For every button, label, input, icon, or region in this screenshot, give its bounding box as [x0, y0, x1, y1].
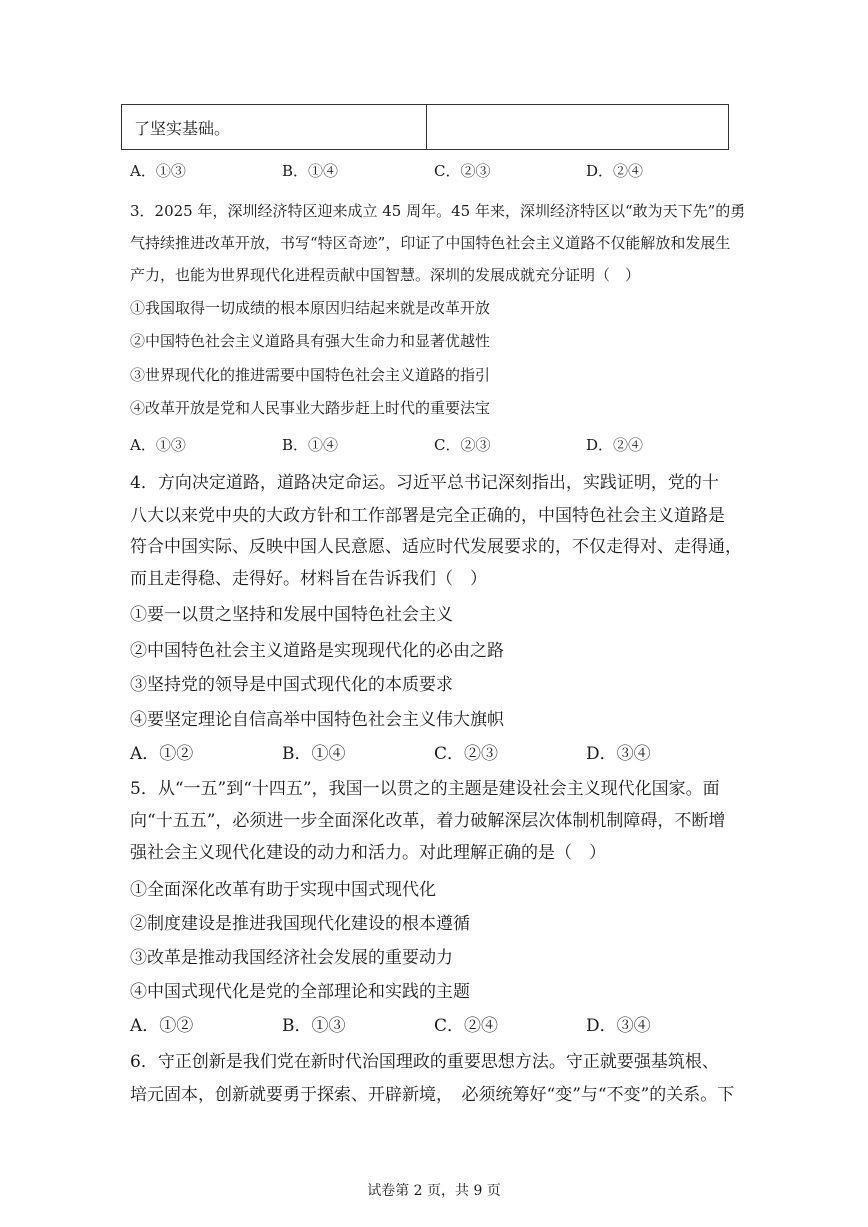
q3-stem-line: 3．2025 年，深圳经济特区迎来成立 45 周年。45 年来，深圳经济特区以“敢为天下先”的勇: [130, 202, 746, 220]
table-right-cell: [427, 105, 728, 149]
q5-stem-line: 强社会主义现代化建设的动力和活力。对此理解正确的是（ ）: [130, 843, 606, 863]
q5-option-c: C．②④: [434, 1016, 499, 1036]
q3-option-a: A．①③: [130, 436, 186, 454]
q5-stem-line: 5．从“一五”到“十四五”，我国一以贯之的主题是建设社会主义现代化国家。面: [130, 779, 720, 799]
q3-option-d: D．②④: [586, 436, 644, 454]
q4-stem-line: 八大以来党中央的大政方针和工作部署是完全正确的，中国特色社会主义道路是: [130, 506, 725, 526]
q4-stem-line: 符合中国实际、反映中国人民意愿、适应时代发展要求的，不仅走得对、走得通，: [130, 537, 742, 557]
q3-item: ③世界现代化的推进需要中国特色社会主义道路的指引: [130, 366, 491, 384]
answer-table: [121, 104, 729, 150]
q4-option-d: D．③④: [586, 744, 651, 764]
q6-stem-line: 培元固本，创新就要勇于探索、开辟新境， 必须统筹好“变”与“不变”的关系。下: [130, 1085, 735, 1105]
q4-item: ③坚持党的领导是中国式现代化的本质要求: [130, 675, 453, 695]
q4-stem-line: 而且走得稳、走得好。材料旨在告诉我们（ ）: [130, 569, 487, 589]
table-left-cell: 了坚实基础。: [122, 105, 427, 149]
q4-option-a: A．①②: [130, 744, 194, 764]
q4-item: ①要一以贯之坚持和发展中国特色社会主义: [130, 605, 453, 625]
q2-option-a: A．①③: [130, 162, 186, 180]
q5-option-b: B．①③: [282, 1016, 346, 1036]
q5-stem-line: 向“十五五”，必须进一步全面深化改革，着力破解深层次体制机制障碍，不断增: [130, 811, 726, 831]
q4-option-b: B．①④: [282, 744, 346, 764]
q3-stem-line: 产力，也能为世界现代化进程贡献中国智慧。深圳的发展成就充分证明（ ）: [130, 266, 641, 284]
q5-item: ②制度建设是推进我国现代化建设的根本遵循: [130, 914, 470, 934]
q3-option-c: C．②③: [434, 436, 491, 454]
q3-stem-line: 气持续推进改革开放，书写“特区奇迹”，印证了中国特色社会主义道路不仅能解放和发展生: [130, 234, 731, 252]
q5-item: ③改革是推动我国经济社会发展的重要动力: [130, 948, 453, 968]
q5-item: ④中国式现代化是党的全部理论和实践的主题: [130, 982, 470, 1002]
q4-item: ④要坚定理论自信高举中国特色社会主义伟大旗帜: [130, 710, 504, 730]
q4-item: ②中国特色社会主义道路是实现现代化的必由之路: [130, 641, 504, 661]
q2-option-b: B．①④: [282, 162, 339, 180]
q5-item: ①全面深化改革有助于实现中国式现代化: [130, 880, 436, 900]
page-footer: 试卷第 2 页，共 9 页: [367, 1183, 501, 1199]
q4-option-c: C．②③: [434, 744, 499, 764]
q4-stem-line: 4．方向决定道路，道路决定命运。习近平总书记深刻指出，实践证明，党的十: [130, 473, 719, 493]
q3-item: ①我国取得一切成绩的根本原因归结起来就是改革开放: [130, 299, 491, 317]
q3-option-b: B．①④: [282, 436, 339, 454]
q3-item: ②中国特色社会主义道路具有强大生命力和显著优越性: [130, 332, 491, 350]
q2-option-c: C．②③: [434, 162, 491, 180]
q3-item: ④改革开放是党和人民事业大踏步赶上时代的重要法宝: [130, 399, 491, 417]
q5-option-a: A．①②: [130, 1016, 194, 1036]
q6-stem-line: 6．守正创新是我们党在新时代治国理政的重要思想方法。守正就要强基筑根、: [130, 1052, 719, 1072]
q2-option-d: D．②④: [586, 162, 644, 180]
q5-option-d: D．③④: [586, 1016, 651, 1036]
